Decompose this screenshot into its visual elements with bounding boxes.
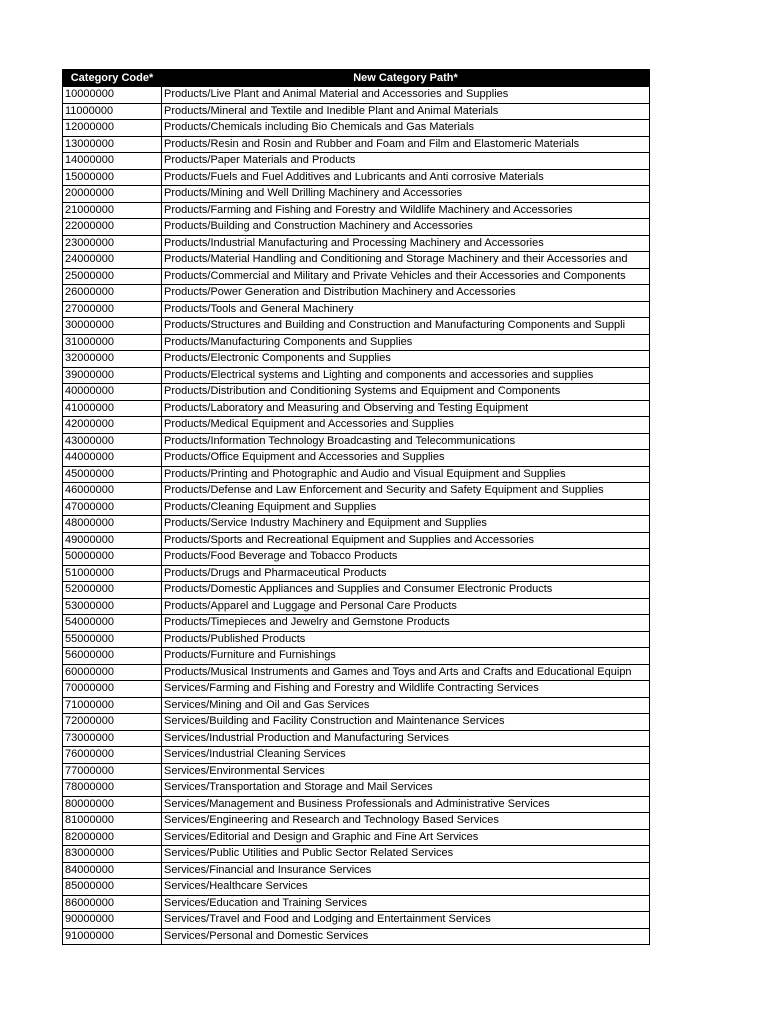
cell-category-path[interactable]: Products/Defense and Law Enforcement and Security and Safety Equipment and Supplies — [162, 483, 650, 500]
table-row — [63, 450, 650, 467]
table-row — [63, 367, 650, 384]
cell-category-path[interactable]: Products/Food Beverage and Tobacco Products — [162, 549, 650, 566]
table-row — [63, 384, 650, 401]
table-row — [63, 549, 650, 566]
table-row — [63, 846, 650, 863]
cell-category-path[interactable]: Products/Medical Equipment and Accessories and Supplies — [162, 417, 650, 434]
cell-category-code[interactable]: 48000000 — [63, 516, 162, 533]
cell-category-path[interactable]: Products/Mineral and Textile and Inedible Plant and Animal Materials — [162, 103, 650, 120]
table-row — [63, 895, 650, 912]
cell-category-code[interactable]: 72000000 — [63, 714, 162, 731]
cell-category-code[interactable]: 32000000 — [63, 351, 162, 368]
cell-category-code[interactable]: 11000000 — [63, 103, 162, 120]
table-row — [63, 648, 650, 665]
cell-category-path[interactable]: Products/Fuels and Fuel Additives and Lubricants and Anti corrosive Materials — [162, 169, 650, 186]
table-row — [63, 747, 650, 764]
cell-category-code[interactable]: 54000000 — [63, 615, 162, 632]
cell-category-code[interactable]: 81000000 — [63, 813, 162, 830]
cell-category-code[interactable]: 14000000 — [63, 153, 162, 170]
table-row — [63, 565, 650, 582]
table-row — [63, 532, 650, 549]
cell-category-code[interactable]: 91000000 — [63, 928, 162, 945]
cell-category-path[interactable]: Products/Manufacturing Components and Supplies — [162, 334, 650, 351]
table-row — [63, 730, 650, 747]
table-row — [63, 153, 650, 170]
cell-category-code[interactable]: 80000000 — [63, 796, 162, 813]
cell-category-code[interactable]: 85000000 — [63, 879, 162, 896]
cell-category-code[interactable]: 55000000 — [63, 631, 162, 648]
table-row — [63, 499, 650, 516]
cell-category-code[interactable]: 60000000 — [63, 664, 162, 681]
header-category-path: New Category Path* — [162, 70, 650, 87]
cell-category-code[interactable]: 90000000 — [63, 912, 162, 929]
cell-category-path[interactable]: Products/Distribution and Conditioning Systems and Equipment and Components — [162, 384, 650, 401]
cell-category-path[interactable]: Products/Electronic Components and Supplies — [162, 351, 650, 368]
table-row — [63, 912, 650, 929]
cell-category-path[interactable]: Services/Education and Training Services — [162, 895, 650, 912]
category-table — [62, 69, 650, 945]
cell-category-path[interactable]: Products/Office Equipment and Accessories and Supplies — [162, 450, 650, 467]
cell-category-code[interactable]: 47000000 — [63, 499, 162, 516]
cell-category-code[interactable]: 52000000 — [63, 582, 162, 599]
cell-category-path[interactable]: Products/Sports and Recreational Equipment and Supplies and Accessories — [162, 532, 650, 549]
cell-category-path[interactable]: Services/Transportation and Storage and Mail Services — [162, 780, 650, 797]
cell-category-path[interactable]: Services/Environmental Services — [162, 763, 650, 780]
table-row — [63, 301, 650, 318]
cell-category-path[interactable]: Products/Industrial Manufacturing and Processing Machinery and Accessories — [162, 235, 650, 252]
cell-category-path[interactable]: Products/Tools and General Machinery — [162, 301, 650, 318]
cell-category-path[interactable]: Products/Musical Instruments and Games and Toys and Arts and Crafts and Educational Equipn — [162, 664, 650, 681]
table-row — [63, 879, 650, 896]
header-row — [63, 70, 650, 87]
table-row — [63, 318, 650, 335]
table-row — [63, 483, 650, 500]
table-row — [63, 120, 650, 137]
cell-category-code[interactable]: 78000000 — [63, 780, 162, 797]
cell-category-code[interactable]: 49000000 — [63, 532, 162, 549]
table-row — [63, 136, 650, 153]
cell-category-code[interactable]: 13000000 — [63, 136, 162, 153]
cell-category-code[interactable]: 51000000 — [63, 565, 162, 582]
cell-category-path[interactable]: Products/Chemicals including Bio Chemicals and Gas Materials — [162, 120, 650, 137]
table-row — [63, 400, 650, 417]
table-body — [63, 87, 650, 945]
table-row — [63, 813, 650, 830]
cell-category-path[interactable]: Products/Cleaning Equipment and Supplies — [162, 499, 650, 516]
table-row — [63, 252, 650, 269]
table-row — [63, 681, 650, 698]
cell-category-path[interactable]: Services/Public Utilities and Public Sector Related Services — [162, 846, 650, 863]
cell-category-path[interactable]: Services/Industrial Production and Manufacturing Services — [162, 730, 650, 747]
table-row — [63, 235, 650, 252]
table-row — [63, 664, 650, 681]
table-row — [63, 433, 650, 450]
cell-category-path[interactable]: Products/Electrical systems and Lighting and components and accessories and supplies — [162, 367, 650, 384]
cell-category-code[interactable]: 23000000 — [63, 235, 162, 252]
table-row — [63, 417, 650, 434]
table-row — [63, 285, 650, 302]
cell-category-path[interactable]: Products/Resin and Rosin and Rubber and Foam and Film and Elastomeric Materials — [162, 136, 650, 153]
cell-category-code[interactable]: 10000000 — [63, 87, 162, 104]
cell-category-code[interactable]: 73000000 — [63, 730, 162, 747]
cell-category-path[interactable]: Products/Furniture and Furnishings — [162, 648, 650, 665]
cell-category-code[interactable]: 84000000 — [63, 862, 162, 879]
cell-category-code[interactable]: 46000000 — [63, 483, 162, 500]
cell-category-path[interactable]: Products/Live Plant and Animal Material and Accessories and Supplies — [162, 87, 650, 104]
cell-category-code[interactable]: 24000000 — [63, 252, 162, 269]
cell-category-path[interactable]: Products/Structures and Building and Construction and Manufacturing Components and Suppli — [162, 318, 650, 335]
cell-category-path[interactable]: Services/Mining and Oil and Gas Services — [162, 697, 650, 714]
cell-category-path[interactable]: Services/Industrial Cleaning Services — [162, 747, 650, 764]
cell-category-path[interactable]: Products/Drugs and Pharmaceutical Products — [162, 565, 650, 582]
cell-category-path[interactable]: Products/Printing and Photographic and Audio and Visual Equipment and Supplies — [162, 466, 650, 483]
table-row — [63, 631, 650, 648]
table-row — [63, 780, 650, 797]
cell-category-path[interactable]: Products/Building and Construction Machinery and Accessories — [162, 219, 650, 236]
cell-category-path[interactable]: Products/Farming and Fishing and Forestry and Wildlife Machinery and Accessories — [162, 202, 650, 219]
table-row — [63, 796, 650, 813]
cell-category-code[interactable]: 30000000 — [63, 318, 162, 335]
cell-category-code[interactable]: 25000000 — [63, 268, 162, 285]
cell-category-path[interactable]: Products/Paper Materials and Products — [162, 153, 650, 170]
table-row — [63, 103, 650, 120]
table-row — [63, 697, 650, 714]
table-row — [63, 763, 650, 780]
cell-category-code[interactable]: 40000000 — [63, 384, 162, 401]
cell-category-code[interactable]: 31000000 — [63, 334, 162, 351]
cell-category-code[interactable]: 22000000 — [63, 219, 162, 236]
cell-category-code[interactable]: 12000000 — [63, 120, 162, 137]
cell-category-code[interactable]: 83000000 — [63, 846, 162, 863]
cell-category-code[interactable]: 44000000 — [63, 450, 162, 467]
cell-category-path[interactable]: Services/Farming and Fishing and Forestry and Wildlife Contracting Services — [162, 681, 650, 698]
cell-category-path[interactable]: Products/Mining and Well Drilling Machinery and Accessories — [162, 186, 650, 203]
cell-category-code[interactable]: 39000000 — [63, 367, 162, 384]
table-row — [63, 169, 650, 186]
table-row — [63, 466, 650, 483]
cell-category-path[interactable]: Services/Engineering and Research and Technology Based Services — [162, 813, 650, 830]
table-row — [63, 186, 650, 203]
cell-category-path[interactable]: Products/Domestic Appliances and Supplies and Consumer Electronic Products — [162, 582, 650, 599]
cell-category-path[interactable]: Products/Apparel and Luggage and Personal Care Products — [162, 598, 650, 615]
cell-category-code[interactable]: 20000000 — [63, 186, 162, 203]
cell-category-code[interactable]: 82000000 — [63, 829, 162, 846]
cell-category-code[interactable]: 15000000 — [63, 169, 162, 186]
cell-category-path[interactable]: Products/Timepieces and Jewelry and Gemstone Products — [162, 615, 650, 632]
table-row — [63, 928, 650, 945]
cell-category-code[interactable]: 56000000 — [63, 648, 162, 665]
table-row — [63, 334, 650, 351]
table-row — [63, 582, 650, 599]
cell-category-code[interactable]: 70000000 — [63, 681, 162, 698]
table-row — [63, 615, 650, 632]
cell-category-code[interactable]: 26000000 — [63, 285, 162, 302]
cell-category-code[interactable]: 45000000 — [63, 466, 162, 483]
cell-category-code[interactable]: 27000000 — [63, 301, 162, 318]
cell-category-code[interactable]: 76000000 — [63, 747, 162, 764]
cell-category-path[interactable]: Services/Building and Facility Construction and Maintenance Services — [162, 714, 650, 731]
cell-category-path[interactable]: Services/Management and Business Professionals and Administrative Services — [162, 796, 650, 813]
cell-category-path[interactable]: Products/Power Generation and Distribution Machinery and Accessories — [162, 285, 650, 302]
table-row — [63, 862, 650, 879]
cell-category-path[interactable]: Products/Service Industry Machinery and Equipment and Supplies — [162, 516, 650, 533]
cell-category-path[interactable]: Products/Published Products — [162, 631, 650, 648]
cell-category-code[interactable]: 41000000 — [63, 400, 162, 417]
cell-category-path[interactable]: Products/Commercial and Military and Private Vehicles and their Accessories and Components — [162, 268, 650, 285]
cell-category-path[interactable]: Products/Information Technology Broadcasting and Telecommunications — [162, 433, 650, 450]
cell-category-code[interactable]: 71000000 — [63, 697, 162, 714]
cell-category-path[interactable]: Services/Personal and Domestic Services — [162, 928, 650, 945]
table-row — [63, 829, 650, 846]
cell-category-path[interactable]: Products/Laboratory and Measuring and Observing and Testing Equipment — [162, 400, 650, 417]
cell-category-code[interactable]: 42000000 — [63, 417, 162, 434]
table-row — [63, 714, 650, 731]
cell-category-code[interactable]: 86000000 — [63, 895, 162, 912]
cell-category-path[interactable]: Products/Material Handling and Conditioning and Storage Machinery and their Accessories and — [162, 252, 650, 269]
table-row — [63, 516, 650, 533]
cell-category-code[interactable]: 50000000 — [63, 549, 162, 566]
cell-category-path[interactable]: Services/Financial and Insurance Services — [162, 862, 650, 879]
cell-category-code[interactable]: 77000000 — [63, 763, 162, 780]
cell-category-path[interactable]: Services/Editorial and Design and Graphic and Fine Art Services — [162, 829, 650, 846]
table-row — [63, 598, 650, 615]
cell-category-path[interactable]: Services/Healthcare Services — [162, 879, 650, 896]
header-category-code: Category Code* — [63, 70, 162, 87]
table-row — [63, 268, 650, 285]
cell-category-code[interactable]: 43000000 — [63, 433, 162, 450]
table-row — [63, 351, 650, 368]
table-row — [63, 87, 650, 104]
cell-category-path[interactable]: Services/Travel and Food and Lodging and Entertainment Services — [162, 912, 650, 929]
table-row — [63, 219, 650, 236]
cell-category-code[interactable]: 53000000 — [63, 598, 162, 615]
cell-category-code[interactable]: 21000000 — [63, 202, 162, 219]
table-row — [63, 202, 650, 219]
